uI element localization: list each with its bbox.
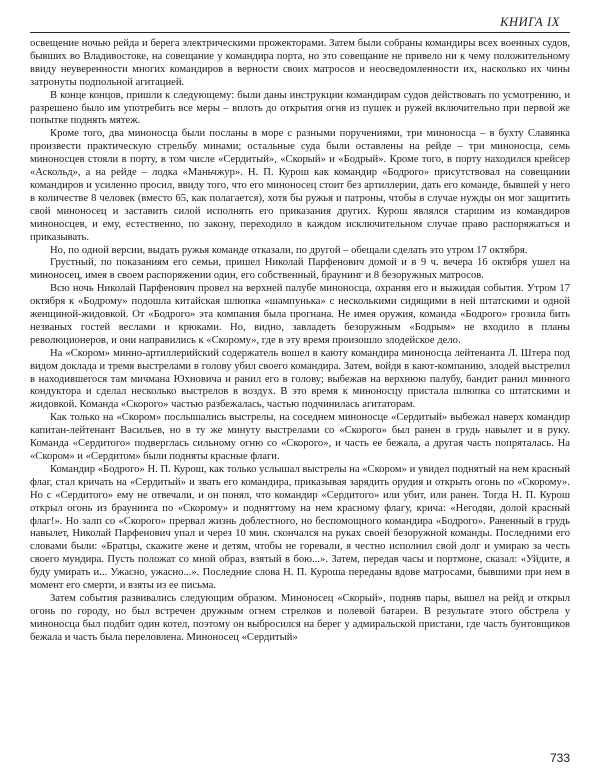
paragraph: Затем события развивались следующим образом. Миноносец «Скорый», подняв пары, вышел на рейд и открыл огонь по городу, но был встречен дружным огнем стрелков и полевой батареи. В результате этого обстрела у миноносца был подбит один котел, поэтому он выбросился на берег у адмиральской пристани, где часть бунтовщиков бежала и часть была переловлена. Миноносец «Сердитый» <box>30 592 570 643</box>
paragraph: Всю ночь Николай Парфенович провел на верхней палубе миноносца, охраняя его и выжидая события. Утром 17 октября к «Бодрому» подошла китайская шлюпка «шампунька» с несколькими сидящими в ней штатскими и одной женщиной-жидовкой. От «Бодрого» эта компания была прогнана. Не имея оружия, команда «Бодрого» грозила бить незваных гостей веслами и крюками. Но, видно, завладеть безоружным «Бодрым» не входило в планы революционеров, и они направились к «Скорому», где в эту время произошло злодейское дело. <box>30 283 570 346</box>
paragraph: В конце концов, пришли к следующему: были даны инструкции командирам судов действовать по усмотрению, и разрешено было им употребить все меры – вплоть до открытия огня из пушек и ружей включительно при первой же попытке поднять мятеж. <box>30 89 570 127</box>
paragraph: Но, по одной версии, выдать ружья команде отказали, по другой – обещали сделать это утром 17 октября. <box>50 244 528 256</box>
page-number: 733 <box>549 751 570 765</box>
paragraph: Грустный, по показаниям его семьи, пришел Николай Парфенович домой и в 9 ч. вечера 16 октября ушел на миноносец, имея в своем распоряжении один, его собственный, браунинг и 8 безоружных матросов. <box>30 257 570 282</box>
paragraph: На «Скором» минно-артиллерийский содержатель вошел в каюту командира миноносца лейтенанта Л. Штера под видом доклада и тремя выстрелами в голову убил своего командира. Затем, войдя в кают-компанию, злодей выстрелил в находившегося там мичмана Юхновича и ранил его в голову; выбежав на верхнюю палубу, бандит ранил минного кондуктора и сделал несколько выстрелов в воздух. В это время к миноносцу пристала шлюпка со штатскими и жидовкой. Команда «Скорого» частью разбежалась, частью подчинилась агитаторам. <box>30 347 570 411</box>
paragraph-continuation: освещение ночью рейда и берега электрическими прожекторами. Затем были собраны командиры всех военных судов, бывших во Владивостоке, на совещание у командира порта, но это совещание не привело ни к чему положительному ввиду неуверенности многих командиров в верности своих матросов и неосведомленности их, насколько их чины затронуты подпольной агитацией. <box>30 38 570 88</box>
running-title: КНИГА IX <box>500 15 560 29</box>
paragraph: Как только на «Скором» послышались выстрелы, на соседнем миноносце «Сердитый» выбежал наверх командир капитан-лейтенант Васильев, но в ту же минуту выстрелами со «Скорого» был ранен в грудь навылет и в руку. Команда «Сердитого» подверглась сильному огню со «Скорого», и часть ее бежала, а другая часть попряталась. На «Скором» и «Сердитом» были подняты красные флаги. <box>30 412 570 462</box>
body-text <box>30 38 570 645</box>
running-header <box>30 10 570 33</box>
paragraph: Кроме того, два миноносца были посланы в море с разными поручениями, три миноносца – в бухту Славянка произвести практическую стрельбу минами; остальные суда были оставлены на рейде – три миноносца, семь миноносцев стояли в порту, в том числе «Сердитый», «Скорый» и «Бодрый». Кроме того, в порту находился крейсер «Аскольд», а на рейде – лодка «Маньчжур». Н. П. Курош как командир «Бодрого» присутствовал на совещании командиров и усиленно просил, ввиду того, что его миноносец стоит без артиллерии, дать его команде, бывшей у него в количестве 8 человек (вместо 65, как полагается), хотя бы ружья и патроны, чтобы в случае нужды он мог защитить свой миноносец и заставить силой исполнять его приказания других. Курош являлся старшим из командиров миноносцев, и ему, естественно, по закону, переходило в каждом исключительном случае право распоряжаться и приказывать. <box>30 128 570 243</box>
paragraph: Командир «Бодрого» Н. П. Курош, как только услышал выстрелы на «Скором» и увидел поднятый на нем красный флаг, стал кричать на «Сердитый» и звать его командира, приказывая зарядить орудия и открыть огонь по «Скорому». Но с «Сердитого» ему не отвечали, и он понял, что командир «Сердитого» или убит, или ранен. Тогда Н. П. Курош открыл огонь из браунинга по «Скорому» и подняттому на нем красному флагу, крича: «Негодяи, долой красный флаг!». Но залп со «Скорого» прервал жизнь доблестного, но беспомощного командира «Бодрого». Раненный в грудь навылет, Николай Парфенович упал и через 10 мин. скончался на руках своей безоружной команды. Последними его словами были: «Братцы, скажите жене и детям, чтобы не горевали, я честно исполнил свой долг и умираю за честь своего мундира. Пусть положат со мной образ, взятый в бою...». Затем, передав часы и портмоне, сказал: «Уйдите, я буду умирать и... Ужасно, ужасно...». Последние слова Н. П. Куроша переданы вдове матросами, бывшими при нем в момент его смерти, и взяты из ее письма. <box>30 463 570 592</box>
